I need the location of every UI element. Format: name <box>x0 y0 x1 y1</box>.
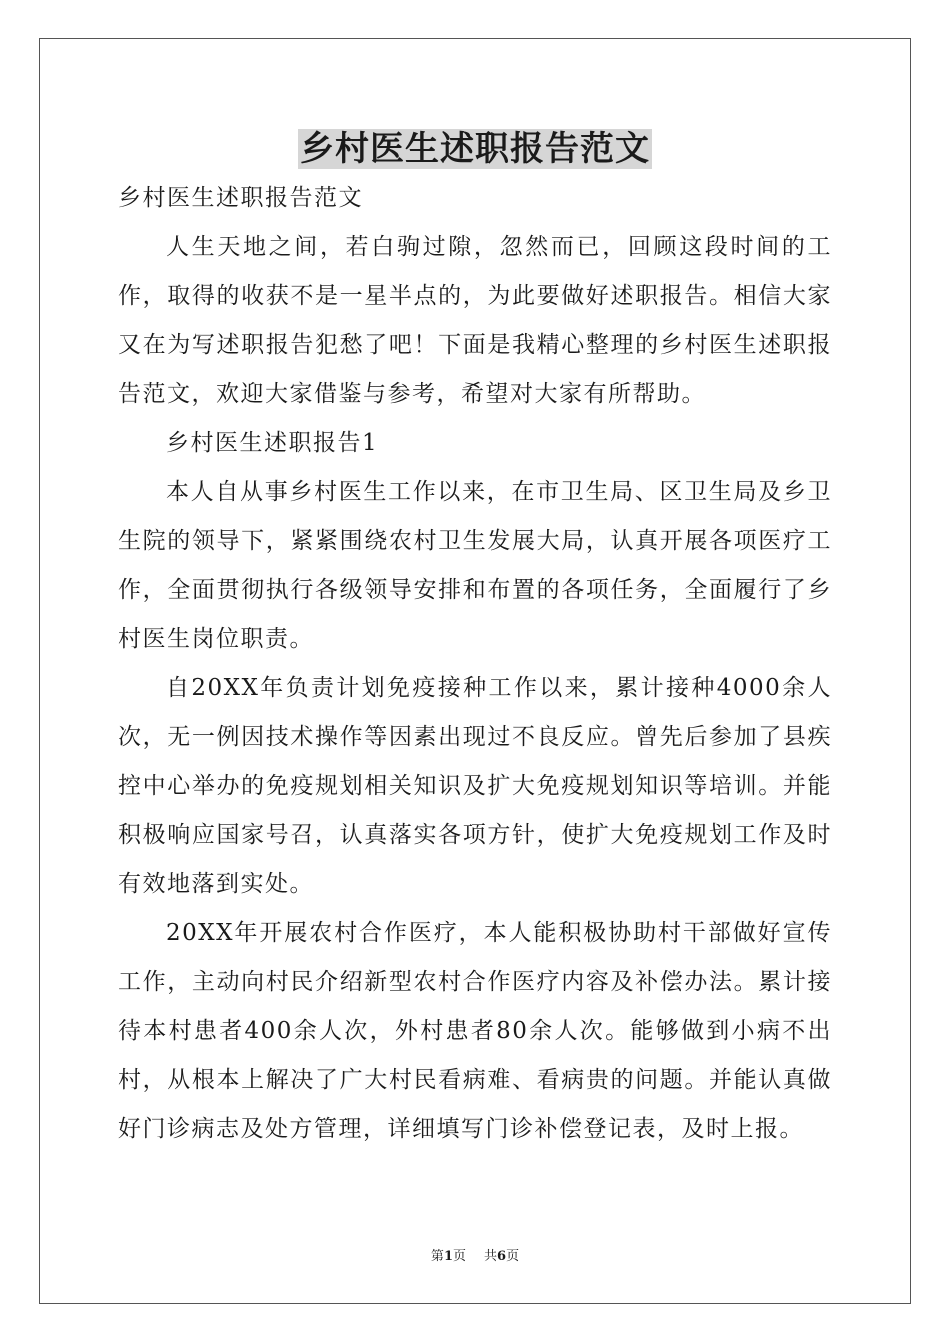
total-pages: 6 <box>497 1249 507 1264</box>
paragraph-body: 20XX年开展农村合作医疗，本人能积极协助村干部做好宣传工作，主动向村民介绍新型农村合作医疗内容及补偿办法。累计接待本村患者400余人次，外村患者80余人次。能够做到小病不出村，从根本上解决了广大村民看病难、看病贵的问题。并能认真做好门诊病志及处方管理，详细填写门诊补偿登记表，及时上报。 <box>118 920 832 1142</box>
page-footer <box>0 1248 950 1266</box>
paragraph-subtitle: 乡村医生述职报告范文 <box>118 185 363 211</box>
paragraph-intro: 人生天地之间，若白驹过隙，忽然而已，回顾这段时间的工作，取得的收获不是一星半点的，为此要做好述职报告。相信大家又在为写述职报告犯愁了吧！下面是我精心整理的乡村医生述职报告范文，欢迎大家借鉴与参考，希望对大家有所帮助。 <box>118 234 832 407</box>
page-prefix: 第 <box>430 1249 444 1264</box>
section-heading: 乡村医生述职报告1 <box>166 430 379 456</box>
total-prefix: 共 <box>484 1249 498 1264</box>
document-title-text: 乡村医生述职报告范文 <box>300 129 650 169</box>
paragraph-body: 本人自从事乡村医生工作以来，在市卫生局、区卫生局及乡卫生院的领导下，紧紧围绕农村卫生发展大局，认真开展各项医疗工作，全面贯彻执行各级领导安排和布置的各项任务，全面履行了乡村医生岗位职责。 <box>118 479 832 652</box>
page-number: 1 <box>443 1249 453 1264</box>
page-suffix: 页 <box>452 1249 466 1264</box>
total-suffix: 页 <box>506 1249 520 1264</box>
document-title <box>0 126 950 172</box>
document-body <box>118 174 832 1154</box>
paragraph-body: 自20XX年负责计划免疫接种工作以来，累计接种4000余人次，无一例因技术操作等因素出现过不良反应。曾先后参加了县疾控中心举办的免疫规划相关知识及扩大免疫规划知识等培训。并能积极响应国家号召，认真落实各项方针，使扩大免疫规划工作及时有效地落到实处。 <box>118 675 832 897</box>
